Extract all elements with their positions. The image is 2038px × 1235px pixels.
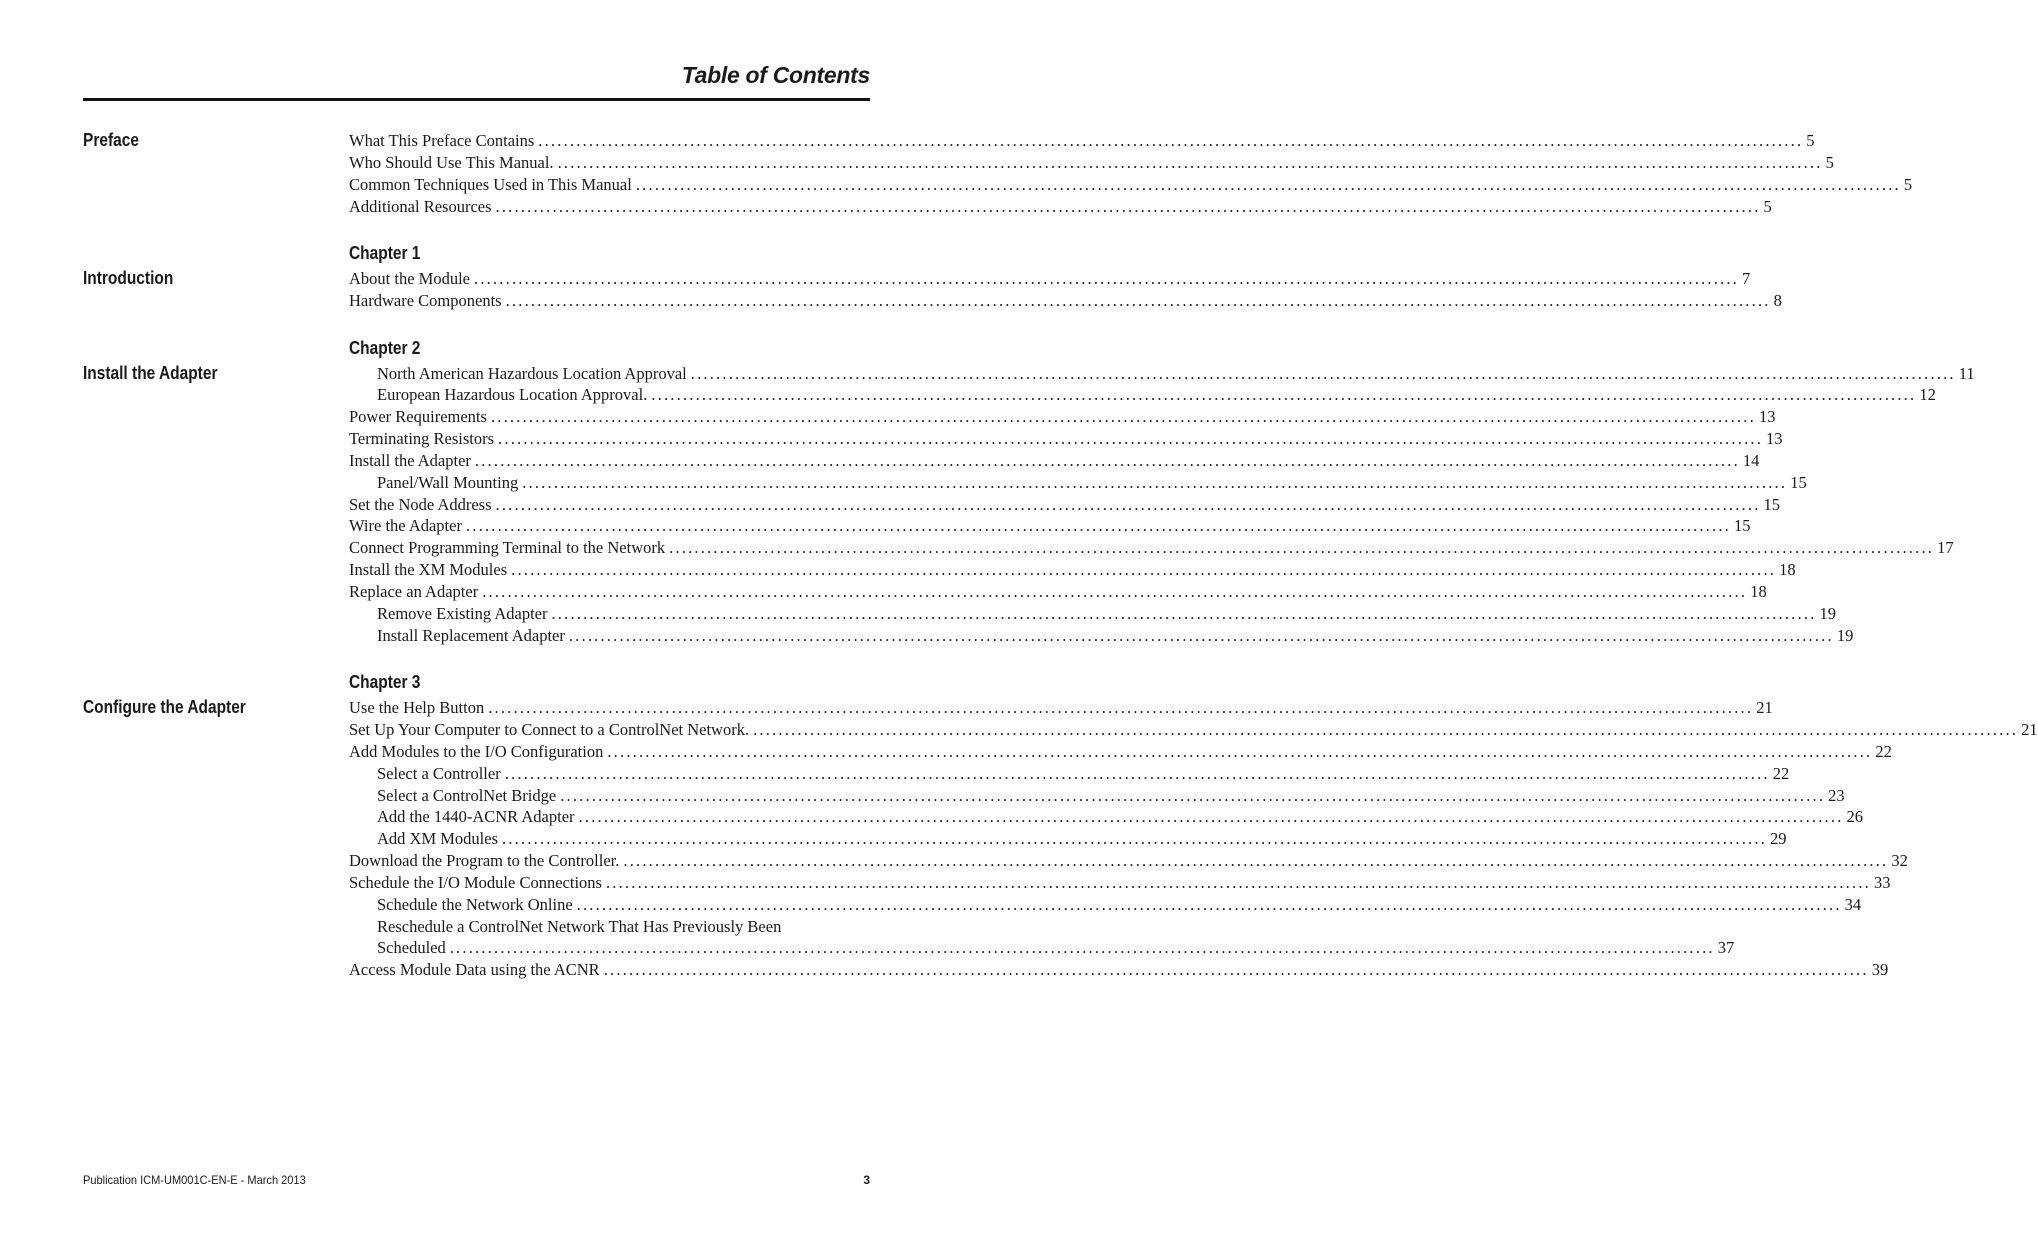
publication-id: Publication ICM-UM001C-EN-E - March 2013 [83,1173,306,1187]
dot-leader: ........................................................................................................................................................................................................ [474,269,1739,288]
dot-leader: ........................................................................................................................................................................................................ [449,938,1715,957]
dot-leader: ........................................................................................................................................................................................................ [635,175,1901,194]
toc-subentry[interactable]: Select a Controller ........................................................................................................................................................................................................ 22 [377,764,1790,783]
dot-leader: ........................................................................................................................................................................................................ [498,429,1764,448]
dot-leader: ........................................................................................................................................................................................................ [560,786,1826,805]
dot-leader: ........................................................................................................................................................................................................ [511,560,1777,579]
chapter-label-1: Chapter 1 [349,243,421,263]
toc-entry[interactable]: Schedule the I/O Module Connections ........................................................................................................................................................................................................ 33 [349,873,1891,892]
dot-leader: ........................................................................................................................................................................................................ [538,131,1804,150]
dot-leader: ........................................................................................................................................................................................................ [623,851,1889,870]
dot-leader: ........................................................................................................................................................................................................ [505,291,1771,310]
toc-subentry[interactable]: Panel/Wall Mounting ........................................................................................................................................................................................................ 15 [377,473,1807,492]
dot-leader: ........................................................................................................................................................................................................ [551,604,1817,623]
toc-entry[interactable]: Access Module Data using the ACNR ........................................................................................................................................................................................................ 39 [349,960,1889,979]
toc-entry[interactable]: About the Module ........................................................................................................................................................................................................ 7 [349,269,1751,288]
dot-leader: ........................................................................................................................................................................................................ [651,385,1917,404]
toc-entry[interactable]: Common Techniques Used in This Manual ........................................................................................................................................................................................................ 5 [349,175,1913,194]
dot-leader: ........................................................................................................................................................................................................ [495,197,1761,216]
dot-leader: ........................................................................................................................................................................................................ [502,829,1768,848]
toc-entry[interactable]: Set Up Your Computer to Connect to a ControlNet Network. ........................................................................................................................................................................................................ 21 [349,720,2038,739]
toc-subentry[interactable]: Add XM Modules ........................................................................................................................................................................................................ 29 [377,829,1787,848]
toc-subentry[interactable]: Select a ControlNet Bridge ........................................................................................................................................................................................................ 23 [377,786,1845,805]
dot-leader: ........................................................................................................................................................................................................ [669,538,1935,557]
toc-entry[interactable]: Connect Programming Terminal to the Network ........................................................................................................................................................................................................ 17 [349,538,1954,557]
toc-entry[interactable]: Wire the Adapter ........................................................................................................................................................................................................ 15 [349,516,1751,535]
header-divider [83,98,870,101]
chapter-label-2: Chapter 2 [349,338,421,358]
section-title-install-adapter[interactable]: Install the Adapter [83,363,218,383]
section-title-preface[interactable]: Preface [83,130,139,150]
dot-leader: ........................................................................................................................................................................................................ [474,451,1740,470]
page-title: Table of Contents [681,62,870,88]
toc-subentry[interactable]: European Hazardous Location Approval. ........................................................................................................................................................................................................ 12 [377,385,1936,404]
toc-entry[interactable]: Hardware Components ........................................................................................................................................................................................................ 8 [349,291,1782,310]
dot-leader: ........................................................................................................................................................................................................ [690,364,1956,383]
toc-entry[interactable]: Additional Resources ........................................................................................................................................................................................................ 5 [349,197,1772,216]
toc-entry[interactable]: Install the Adapter ........................................................................................................................................................................................................ 14 [349,451,1760,470]
dot-leader: ........................................................................................................................................................................................................ [753,720,2019,739]
toc-entry[interactable]: Set the Node Address ........................................................................................................................................................................................................ 15 [349,495,1781,514]
toc-subentry[interactable]: Install Replacement Adapter ........................................................................................................................................................................................................ 19 [377,626,1854,645]
chapter-label-3: Chapter 3 [349,672,421,692]
toc-subentry[interactable]: Remove Existing Adapter ........................................................................................................................................................................................................ 19 [377,604,1836,623]
section-title-introduction[interactable]: Introduction [83,268,174,288]
dot-leader: ........................................................................................................................................................................................................ [504,764,1770,783]
toc-subentry[interactable]: Schedule the Network Online ........................................................................................................................................................................................................ 34 [377,895,1862,914]
dot-leader: ........................................................................................................................................................................................................ [568,626,1834,645]
dot-leader: ........................................................................................................................................................................................................ [465,516,1731,535]
toc-entry[interactable]: Replace an Adapter ........................................................................................................................................................................................................ 18 [349,582,1767,601]
dot-leader: ........................................................................................................................................................................................................ [578,807,1844,826]
dot-leader: ........................................................................................................................................................................................................ [490,407,1756,426]
toc-entry[interactable]: Add Modules to the I/O Configuration ........................................................................................................................................................................................................ 22 [349,742,1892,761]
toc-subentry[interactable]: North American Hazardous Location Approval ........................................................................................................................................................................................................ 11 [377,364,1975,383]
dot-leader: ........................................................................................................................................................................................................ [488,698,1754,717]
toc-subentry[interactable]: Scheduled ........................................................................................................................................................................................................ 37 [377,938,1735,957]
toc-entry[interactable]: What This Preface Contains ........................................................................................................................................................................................................ 5 [349,131,1815,150]
toc-entry[interactable]: Download the Program to the Controller. ........................................................................................................................................................................................................ 32 [349,851,1908,870]
dot-leader: ........................................................................................................................................................................................................ [576,895,1842,914]
dot-leader: ........................................................................................................................................................................................................ [495,495,1761,514]
dot-leader: ........................................................................................................................................................................................................ [603,960,1869,979]
page-number: 3 [863,1173,870,1187]
toc-subentry[interactable]: Add the 1440-ACNR Adapter ........................................................................................................................................................................................................ 26 [377,807,1864,826]
dot-leader: ........................................................................................................................................................................................................ [557,153,1823,172]
toc-entry[interactable]: Use the Help Button ........................................................................................................................................................................................................ 21 [349,698,1773,717]
section-title-configure-adapter[interactable]: Configure the Adapter [83,697,246,717]
toc-entry[interactable]: Install the XM Modules ........................................................................................................................................................................................................ 18 [349,560,1796,579]
toc-entry[interactable]: Who Should Use This Manual. ........................................................................................................................................................................................................ 5 [349,153,1834,172]
toc-entry[interactable]: Power Requirements ........................................................................................................................................................................................................ 13 [349,407,1776,426]
dot-leader: ........................................................................................................................................................................................................ [607,742,1873,761]
toc-subentry-wrapped-line[interactable]: Reschedule a ControlNet Network That Has Previously Been [377,917,782,936]
dot-leader: ........................................................................................................................................................................................................ [605,873,1871,892]
dot-leader: ........................................................................................................................................................................................................ [482,582,1748,601]
toc-entry[interactable]: Terminating Resistors ........................................................................................................................................................................................................ 13 [349,429,1783,448]
dot-leader: ........................................................................................................................................................................................................ [522,473,1788,492]
